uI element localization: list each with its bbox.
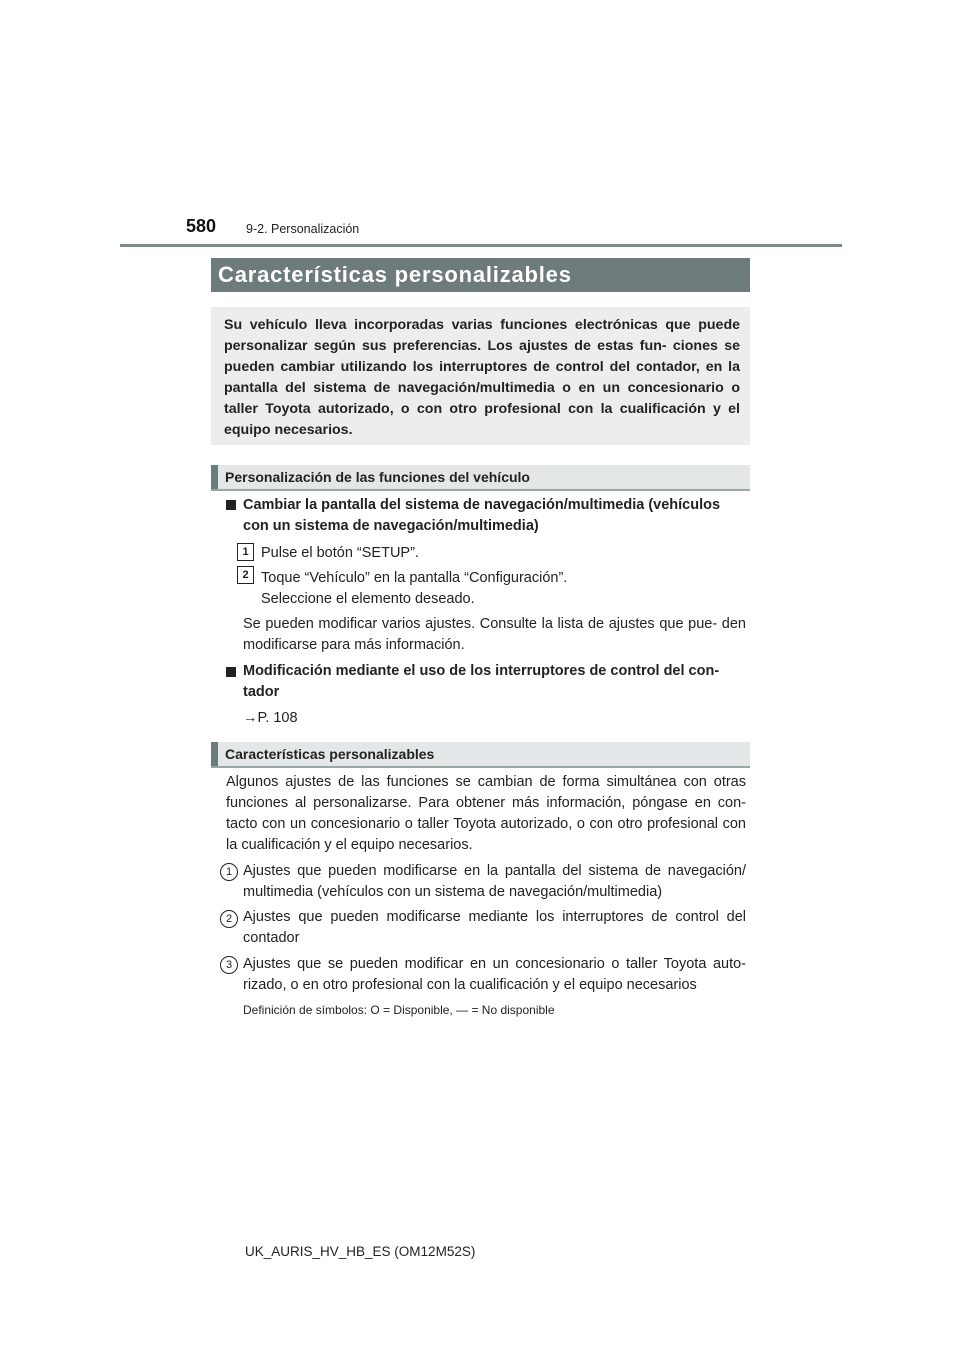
square-bullet-icon (226, 500, 236, 510)
item-title-line: Cambiar la pantalla del sistema de navegación/multimedia (vehículos (243, 497, 721, 513)
item-note: Se pueden modificar varios ajustes. Consulte la lista de ajustes que pue- den modificarse para más información. (243, 616, 746, 653)
list-item: Ajustes que pueden modificarse en la pantalla del sistema de navegación/ multimedia (vehículos con un sistema de navegación/multimedia) (243, 863, 746, 900)
page-title-bar (211, 258, 750, 292)
list-item: Ajustes que se pueden modificar en un concesionario o taller Toyota auto- rizado, o en otro profesional con la cualificación y el equipo necesarios (243, 956, 746, 993)
section-reference: 9-2. Personalización (246, 222, 360, 236)
circled-number-icon: 2 (220, 910, 238, 928)
section-heading-features (211, 742, 750, 766)
intro-text: Su vehículo lleva incorporadas varias funciones electrónicas que puede personalizar según sus preferencias. Los ajustes de estas fun- ciones se pueden cambiar utilizando los interruptores de control del contador, en la pantalla del sistema de navegación/multimedia o en un concesionario o taller Toyota autorizado, o con otro profesional con la cualificación y el equipo necesarios. (224, 317, 740, 438)
heading-accent-bar (211, 465, 218, 489)
page-number: 580 (186, 216, 217, 236)
circled-number-icon: 1 (220, 863, 238, 881)
square-bullet-icon (226, 667, 236, 677)
circled-number-icon: 3 (220, 956, 238, 974)
page-title: Características personalizables (218, 262, 572, 287)
step-text: Pulse el botón “SETUP”. (261, 545, 419, 561)
step-text: Toque “Vehículo” en la pantalla “Configuración”. (261, 570, 568, 586)
step-number-badge: 2 (237, 566, 254, 584)
section-paragraph: Algunos ajustes de las funciones se cambian de forma simultánea con otras funciones al personalizarse. Para obtener más información, póngase en con- tacto con un concesionario o taller Toyota autorizado, o con otro profesional con la cualificación y el equipo necesarios. (226, 774, 746, 853)
symbols-note: Definición de símbolos: O = Disponible, — = No disponible (243, 1003, 555, 1017)
heading-accent-bar (211, 742, 218, 766)
step-number-badge: 1 (237, 543, 254, 561)
list-item: Ajustes que pueden modificarse mediante los interruptores de control del contador (243, 909, 746, 946)
item-title-line: Modificación mediante el uso de los interruptores de control del con- (243, 663, 720, 679)
section-heading-label: Personalización de las funciones del vehículo (225, 469, 530, 485)
item-title-line: con un sistema de navegación/multimedia) (243, 518, 539, 534)
step-followup-text: Seleccione el elemento deseado. (261, 591, 475, 607)
intro-box (211, 307, 750, 445)
manual-code: UK_AURIS_HV_HB_ES (OM12M52S) (245, 1244, 476, 1259)
header-divider (120, 244, 842, 247)
heading-underline (211, 489, 750, 491)
page-reference-link[interactable]: →P. 108 (243, 710, 298, 726)
section-heading-label: Características personalizables (225, 746, 435, 762)
item-title-line: tador (243, 684, 280, 700)
section-heading-customization (211, 465, 750, 489)
heading-underline (211, 766, 750, 768)
